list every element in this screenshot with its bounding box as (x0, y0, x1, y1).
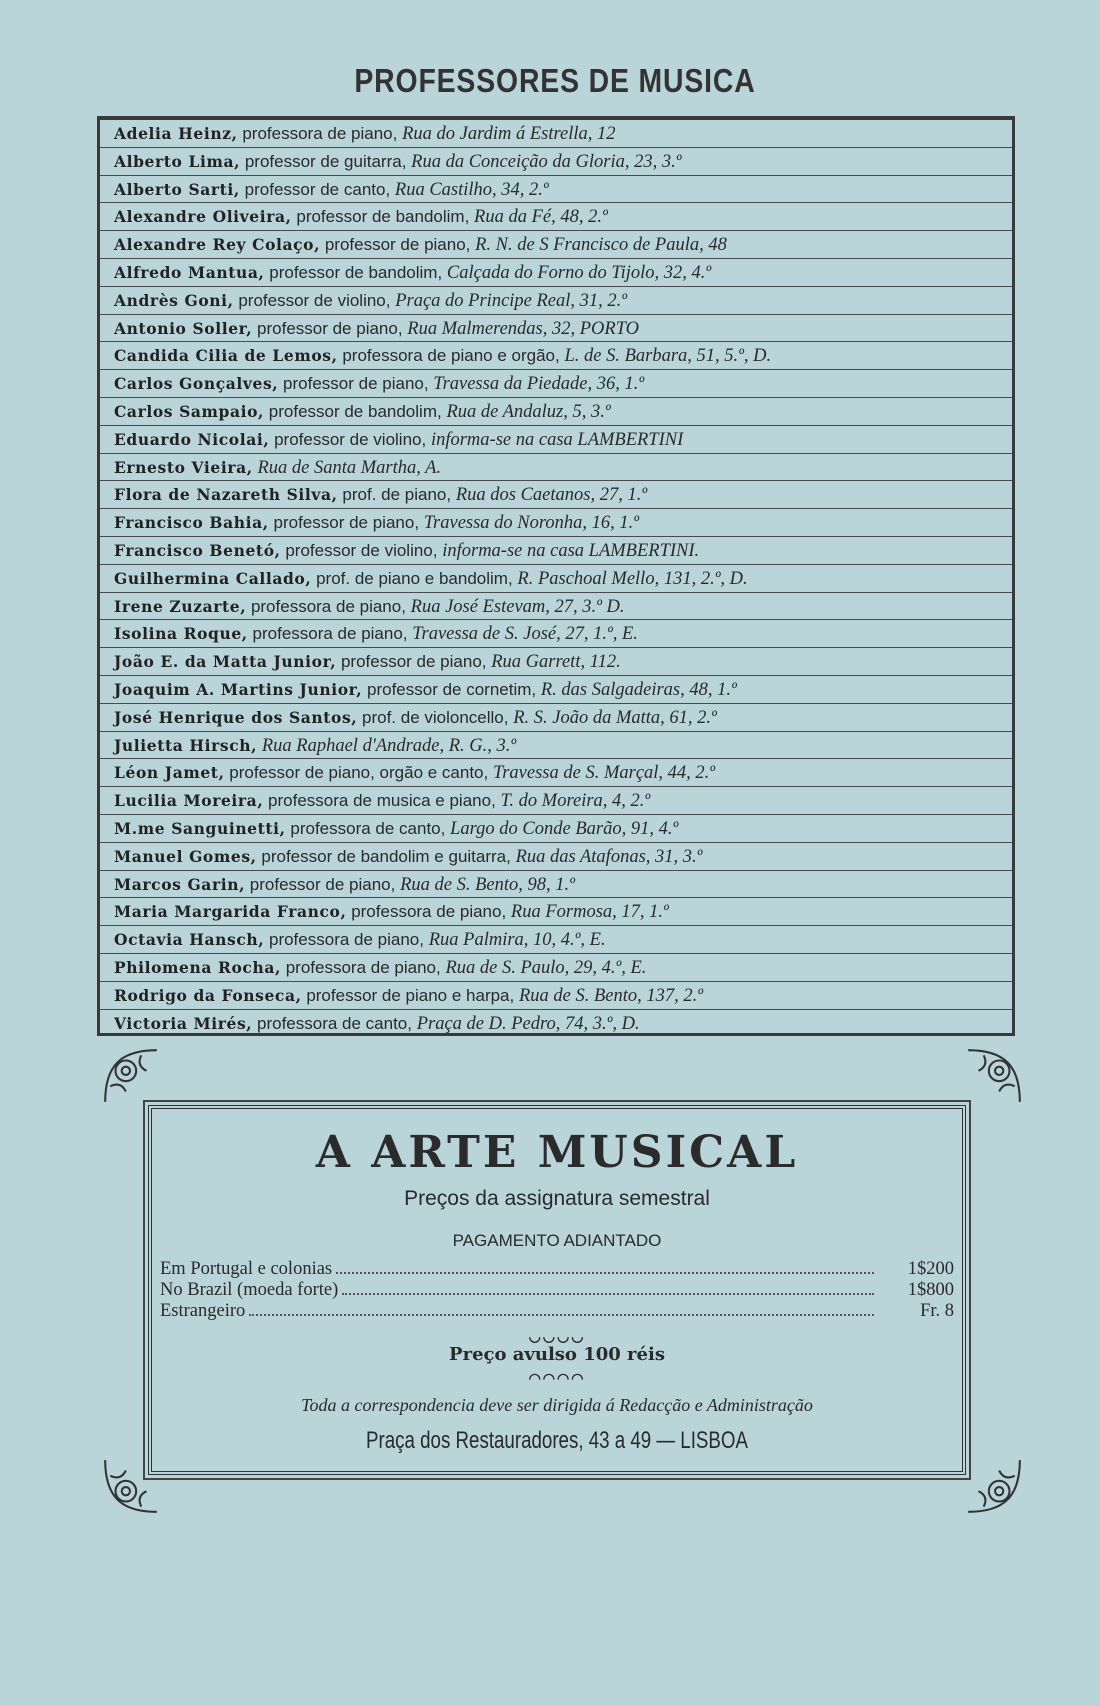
price-row: No Brazil (moeda forte) 1$800 (160, 1280, 954, 1300)
professor-address: Rua Castilho, 34, 2.º (394, 179, 549, 200)
professor-description: prof. de piano, (337, 485, 456, 505)
professor-name: Isolina Roque, (114, 624, 248, 644)
professor-name: Alexandre Oliveira, (114, 207, 292, 227)
professor-name: Léon Jamet, (114, 763, 225, 783)
professor-address: Rua José Estevam, 27, 3.º D. (410, 596, 625, 617)
price-row: Em Portugal e colonias 1$200 (160, 1259, 954, 1279)
table-row (100, 287, 1012, 315)
table-row (100, 787, 1012, 815)
professor-name: Alberto Lima, (114, 151, 241, 171)
table-row (100, 676, 1012, 704)
professor-description: professora de canto, (252, 1013, 417, 1033)
table-row (100, 481, 1012, 509)
professor-address: Rua de Andaluz, 5, 3.º (446, 401, 611, 422)
professor-description: professor de piano e harpa, (301, 985, 519, 1005)
professor-name: Candida Cilia de Lemos, (114, 346, 338, 366)
professor-description: professor de bandolim, (264, 262, 447, 282)
table-row (100, 231, 1012, 259)
professor-description: professor de violino, (280, 540, 443, 560)
professor-name: Marcos Garin, (114, 874, 246, 894)
table-row (100, 815, 1012, 843)
professor-address: Largo do Conde Barão, 91, 4.º (450, 818, 679, 839)
table-row (100, 120, 1012, 148)
table-row (100, 454, 1012, 482)
professor-address: Rua de S. Bento, 98, 1.º (400, 874, 575, 895)
professor-description: professor de guitarra, (240, 151, 412, 171)
professor-address: Rua Palmira, 10, 4.º, E. (428, 930, 606, 951)
table-row (100, 537, 1012, 565)
professor-name: Victoria Mirés, (114, 1013, 253, 1033)
professor-description: professor de bandolim, (264, 401, 447, 421)
table-row (100, 898, 1012, 926)
professor-description: prof. de piano e bandolim, (311, 568, 518, 588)
professor-address: Travessa de S. Marçal, 44, 2.º (492, 763, 716, 784)
professor-name: Guilhermina Callado, (114, 568, 312, 588)
professor-address: Rua da Fé, 48, 2.º (474, 207, 608, 228)
professor-address: Rua Malmerendas, 32, PORTO (407, 318, 640, 339)
payment-note: PAGAMENTO ADIANTADO (452, 1231, 662, 1250)
professor-name: Flora de Nazareth Silva, (114, 485, 338, 505)
table-row (100, 593, 1012, 621)
professor-description: professora de piano, (237, 124, 403, 143)
table-row (100, 426, 1012, 454)
professor-name: João E. da Matta Junior, (114, 652, 337, 672)
table-row (100, 176, 1012, 204)
professor-address: Rua Garrett, 112. (491, 652, 621, 673)
professor-description: professora de piano e orgão, (337, 346, 565, 366)
page-title: PROFESSORES DE MUSICA (354, 62, 756, 99)
table-row (100, 648, 1012, 676)
professor-description: prof. de violoncello, (357, 707, 514, 727)
professor-description: professor de violino, (233, 290, 396, 310)
professor-description: professora de musica e piano, (263, 791, 501, 811)
professor-address: Praça do Principe Real, 31, 2.º (395, 290, 628, 311)
professor-description: professora de piano, (247, 624, 413, 644)
table-row (100, 926, 1012, 954)
professor-description: professora de piano, (280, 957, 446, 977)
price-list (160, 1259, 954, 1322)
price-row: Estrangeiro Fr. 8 (160, 1301, 954, 1321)
professor-name: Maria Margarida Franco, (114, 902, 347, 922)
professor-name: Francisco Bahia, (114, 513, 269, 533)
professor-address: Rua de S. Bento, 137, 2.º (518, 985, 703, 1006)
professor-name: Andrès Goni, (114, 290, 234, 310)
professor-description: professor de canto, (239, 179, 395, 199)
table-row (100, 315, 1012, 343)
professor-name: Alberto Sarti, (114, 179, 240, 199)
ad-title: A ARTE MUSICAL (315, 1127, 799, 1178)
table-row (100, 732, 1012, 760)
table-row (100, 1010, 1012, 1038)
professor-name: Carlos Sampaio, (114, 401, 265, 421)
professor-description: professora de piano, (246, 596, 411, 616)
professor-description: professor de piano, (268, 513, 424, 533)
professor-address: R. das Salgadeiras, 48, 1.º (540, 679, 737, 700)
professor-description: professora de piano, (264, 930, 429, 950)
table-row (100, 509, 1012, 537)
table-row (100, 259, 1012, 287)
professor-description: professor de piano, (336, 652, 492, 672)
table-row (100, 203, 1012, 231)
professor-name: Alexandre Rey Colaço, (114, 235, 321, 255)
table-row (100, 148, 1012, 176)
professor-address: Travessa da Piedade, 36, 1.º (433, 374, 645, 395)
professor-name: Joaquim A. Martins Junior, (114, 679, 363, 699)
professor-name: Rodrigo da Fonseca, (114, 985, 302, 1005)
professor-address: Rua de Santa Martha, A. (257, 457, 442, 478)
professor-address: Travessa de S. José, 27, 1.º, E. (412, 624, 638, 645)
professor-name: Ernesto Vieira, (114, 457, 253, 477)
professor-address: Rua das Atafonas, 31, 3.º (515, 846, 703, 867)
professor-address: Calçada do Forno do Tijolo, 32, 4.º (446, 262, 712, 283)
professor-name: Philomena Rocha, (114, 957, 281, 977)
professor-description: professor de bandolim e guitarra, (256, 846, 516, 866)
correspondence-note: Toda a correspondencia deve ser dirigida á Redacção e Administração (301, 1395, 813, 1415)
professor-description: professor de piano, (320, 235, 476, 255)
table-row (100, 620, 1012, 648)
professor-description: professora de canto, (285, 818, 451, 838)
professor-name: Adelia Heinz, (114, 124, 238, 143)
corner-ornament-icon (100, 1045, 162, 1107)
professors-table (97, 116, 1015, 1036)
divider-ornament-icon: ◠◠◠◠ (528, 1372, 586, 1387)
table-row (100, 871, 1012, 899)
professor-address: L. de S. Barbara, 51, 5.º, D. (564, 346, 772, 367)
table-row (100, 704, 1012, 732)
professor-address: T. do Moreira, 4, 2.º (500, 791, 651, 812)
professor-name: Lucilia Moreira, (114, 791, 264, 811)
professor-name: José Henrique dos Santos, (114, 707, 358, 727)
ad-subtitle: Preços da assignatura semestral (404, 1187, 710, 1210)
professor-description: professor de piano, (278, 374, 434, 394)
professor-description: professora de piano, (346, 902, 511, 922)
table-row (100, 370, 1012, 398)
professor-name: M.me Sanguinetti, (114, 818, 286, 838)
professor-description: professor de bandolim, (291, 207, 475, 227)
professor-address: Praça de D. Pedro, 74, 3.º, D. (416, 1013, 640, 1034)
advertisement-box (148, 1105, 966, 1475)
professor-description: professor de piano, (252, 318, 408, 338)
professor-address: R. Paschoal Mello, 131, 2.º, D. (517, 568, 748, 589)
table-row (100, 982, 1012, 1010)
professor-address: informa-se na casa LAMBERTINI (430, 429, 684, 450)
corner-ornament-icon (963, 1455, 1025, 1517)
table-row (100, 398, 1012, 426)
professor-name: Antonio Soller, (114, 318, 253, 338)
table-row (100, 954, 1012, 982)
corner-ornament-icon (963, 1045, 1025, 1107)
professor-address: R. S. João da Matta, 61, 2.º (513, 707, 717, 728)
professor-address: Rua da Conceição da Gloria, 23, 3.º (411, 151, 682, 172)
ad-address: Praça dos Restauradores, 43 a 49 — LISBOA (366, 1427, 748, 1454)
table-row (100, 843, 1012, 871)
professor-name: Francisco Benetó, (114, 540, 281, 560)
professor-description: professor de piano, (245, 874, 401, 894)
professor-name: Manuel Gomes, (114, 846, 257, 866)
professor-name: Irene Zuzarte, (114, 596, 247, 616)
professor-name: Alfredo Mantua, (114, 262, 265, 282)
professor-address: Rua Formosa, 17, 1.º (510, 902, 669, 923)
professor-name: Octavia Hansch, (114, 930, 265, 950)
professor-address: Travessa do Noronha, 16, 1.º (423, 513, 640, 534)
professor-address: Rua de S. Paulo, 29, 4.º, E. (445, 957, 647, 978)
professor-address: Rua do Jardim á Estrella, 12 (402, 124, 616, 144)
divider-ornament-icon: ◡◡◡◡ (528, 1330, 586, 1345)
professor-address: Rua Raphael d'Andrade, R. G., 3.º (261, 735, 517, 756)
professor-description: professor de piano, orgão e canto, (224, 763, 493, 783)
table-row (100, 565, 1012, 593)
table-row (100, 759, 1012, 787)
professor-address: R. N. de S Francisco de Paula, 48 (475, 235, 727, 256)
professor-name: Eduardo Nicolai, (114, 429, 270, 449)
single-price: Preço avulso 100 réis (449, 1344, 665, 1365)
professor-description: professor de cornetim, (362, 679, 541, 699)
professor-description: professor de violino, (269, 429, 431, 449)
professor-name: Julietta Hirsch, (114, 735, 258, 755)
table-row (100, 342, 1012, 370)
professor-address: Rua dos Caetanos, 27, 1.º (455, 485, 648, 506)
professor-name: Carlos Gonçalves, (114, 374, 279, 394)
professor-address: informa-se na casa LAMBERTINI. (442, 540, 700, 561)
